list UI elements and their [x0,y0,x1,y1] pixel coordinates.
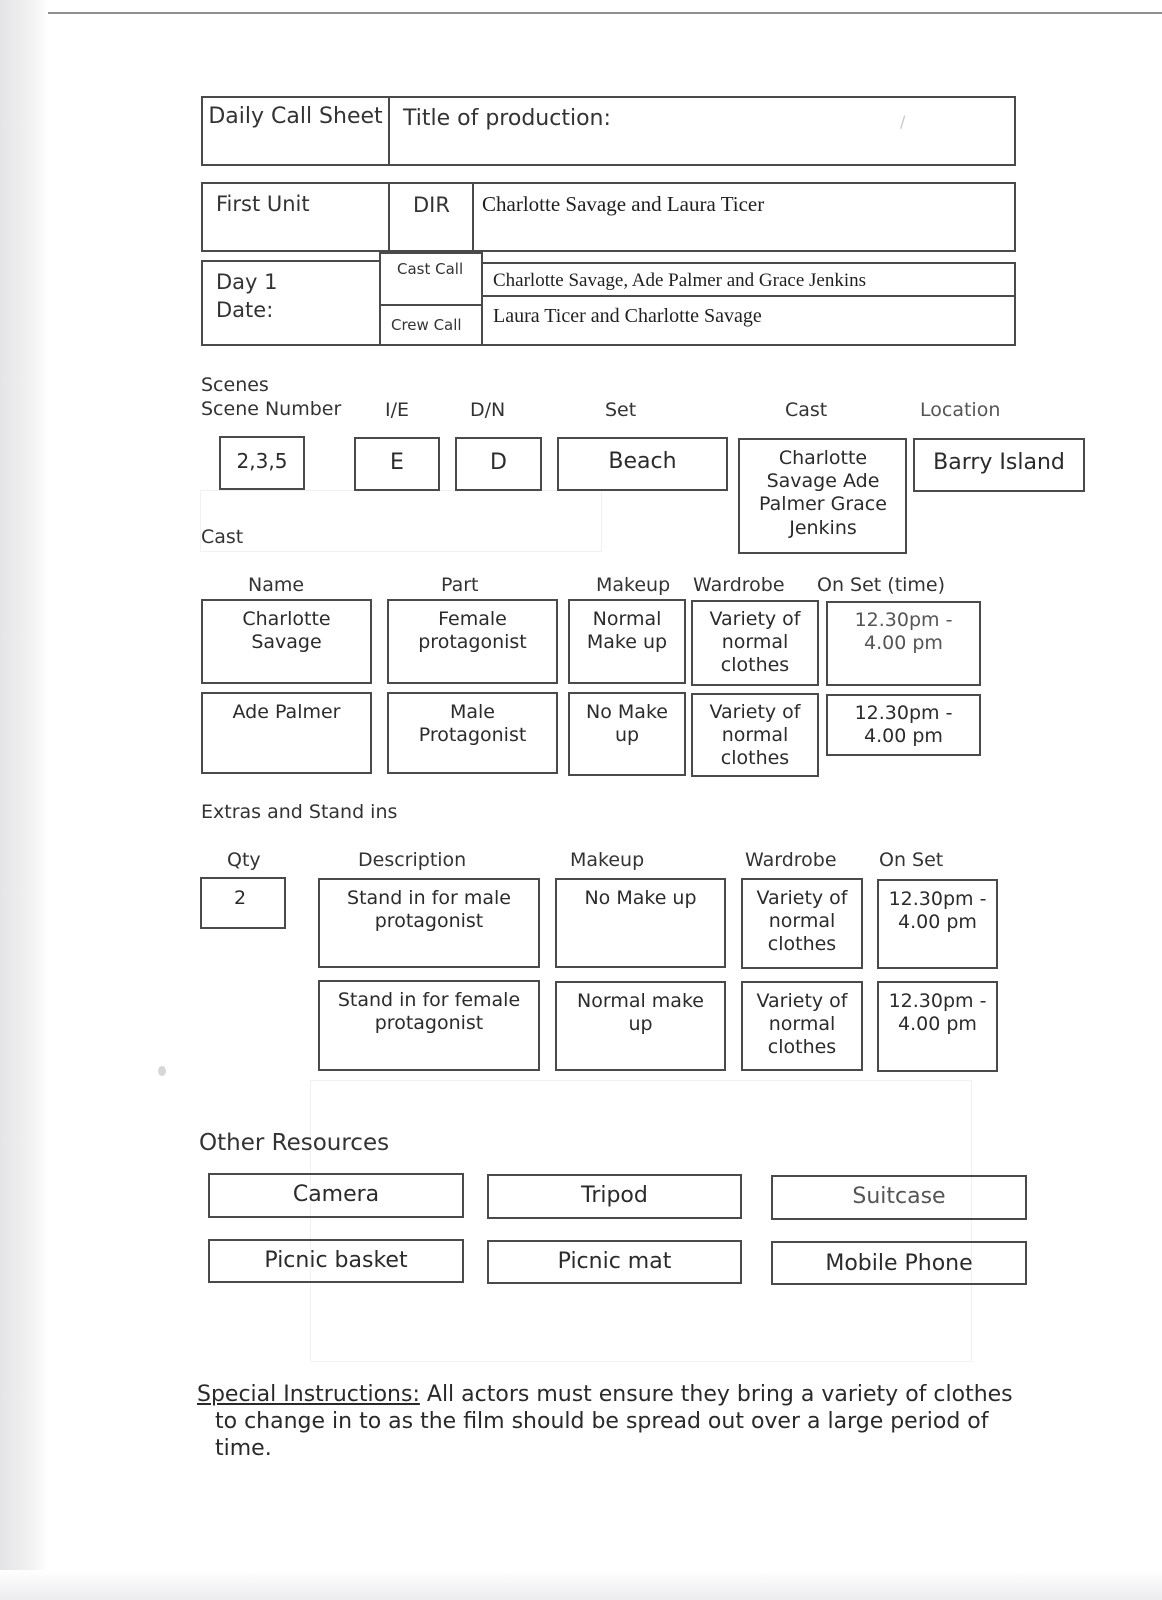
location-value: Barry Island [933,450,1065,475]
extra-wardrobe: Variety of normal clothes [756,887,848,955]
divider [388,96,390,166]
special-instructions [197,1381,1015,1462]
crew-call-label: Crew Call [391,316,462,334]
unit-label: First Unit [216,192,310,216]
divider [388,182,390,252]
extra-onset: 12.30pm - 4.00 pm [888,888,987,933]
resource-item: Picnic basket [264,1248,408,1273]
col-set: Set [605,399,637,421]
col-extras-wardrobe: Wardrobe [745,849,837,871]
col-cast: Cast [785,399,828,421]
cast-wardrobe: Variety of normal clothes [709,701,801,769]
bleed-through [200,490,602,552]
page-top-edge [48,12,1162,14]
resources-section-label: Other Resources [199,1130,390,1156]
extra-wardrobe: Variety of normal clothes [756,990,848,1058]
date-label: Date: [216,298,274,322]
cast-part: Female protagonist [418,608,527,653]
col-ie: I/E [385,399,410,421]
special-instructions-label: Special Instructions: [197,1382,420,1407]
scan-shadow [0,0,48,1600]
cast-call-value: Charlotte Savage, Ade Palmer and Grace Jenkins [493,270,867,291]
extra-description: Stand in for male protagonist [347,887,511,932]
col-description: Description [358,849,467,871]
cast-name: Charlotte Savage [242,608,331,653]
col-dn: D/N [470,399,506,421]
col-scene-number: Scene Number [201,398,342,420]
scene-number-value: 2,3,5 [236,449,288,473]
bleed-through [310,1080,972,1362]
scenes-section-label: Scenes [201,374,269,396]
ie-value: E [390,450,404,475]
divider [481,295,1016,297]
dir-label: DIR [413,193,450,217]
resource-item: Mobile Phone [825,1251,973,1276]
cast-makeup: No Make up [586,701,668,746]
extra-makeup: No Make up [584,887,697,909]
divider [379,304,483,306]
col-name: Name [248,574,305,596]
crew-call-value: Laura Ticer and Charlotte Savage [493,305,762,327]
special-instructions-text: All actors must ensure they bring a variety of clothes to change in to as the film should be spread out over a large period of time. [215,1382,1013,1461]
stray-mark: / [900,112,906,131]
cast-wardrobe: Variety of normal clothes [709,608,801,676]
production-title-label: Title of production: [403,106,611,131]
resource-item: Tripod [581,1183,648,1208]
cast-name: Ade Palmer [232,701,341,723]
col-location: Location [920,399,1001,421]
col-qty: Qty [227,849,261,871]
cast-part: Male Protagonist [418,701,527,746]
cast-onset: 12.30pm - 4.00 pm [854,702,953,747]
col-part: Part [441,574,479,596]
col-on-set-time: On Set (time) [817,574,946,596]
day-label: Day 1 [216,270,278,294]
cast-makeup: Normal Make up [586,608,668,653]
scan-shadow-bottom [0,1570,1162,1600]
resource-item: Camera [292,1182,380,1207]
cast-value: Charlotte Savage Ade Palmer Grace Jenkins [759,447,887,539]
extras-section-label: Extras and Stand ins [201,801,398,823]
resource-item: Suitcase [852,1184,946,1209]
col-extras-makeup: Makeup [570,849,645,871]
extra-makeup: Normal make up [577,990,704,1035]
cast-onset: 12.30pm - 4.00 pm [854,609,953,654]
col-wardrobe: Wardrobe [693,574,785,596]
cast-call-label: Cast Call [397,260,464,278]
divider [472,182,474,252]
col-makeup: Makeup [596,574,671,596]
col-extras-on-set: On Set [879,849,944,871]
dn-value: D [490,450,507,475]
resource-item: Picnic mat [557,1249,672,1274]
extra-onset: 12.30pm - 4.00 pm [888,990,987,1035]
qty-value: 2 [233,887,247,909]
cast-section-label: Cast [201,526,244,548]
scan-speck [158,1066,166,1076]
set-value: Beach [608,449,677,474]
dir-value: Charlotte Savage and Laura Ticer [482,192,765,216]
extra-description: Stand in for female protagonist [337,989,521,1034]
call-sheet-label: Daily Call Sheet [208,104,383,129]
